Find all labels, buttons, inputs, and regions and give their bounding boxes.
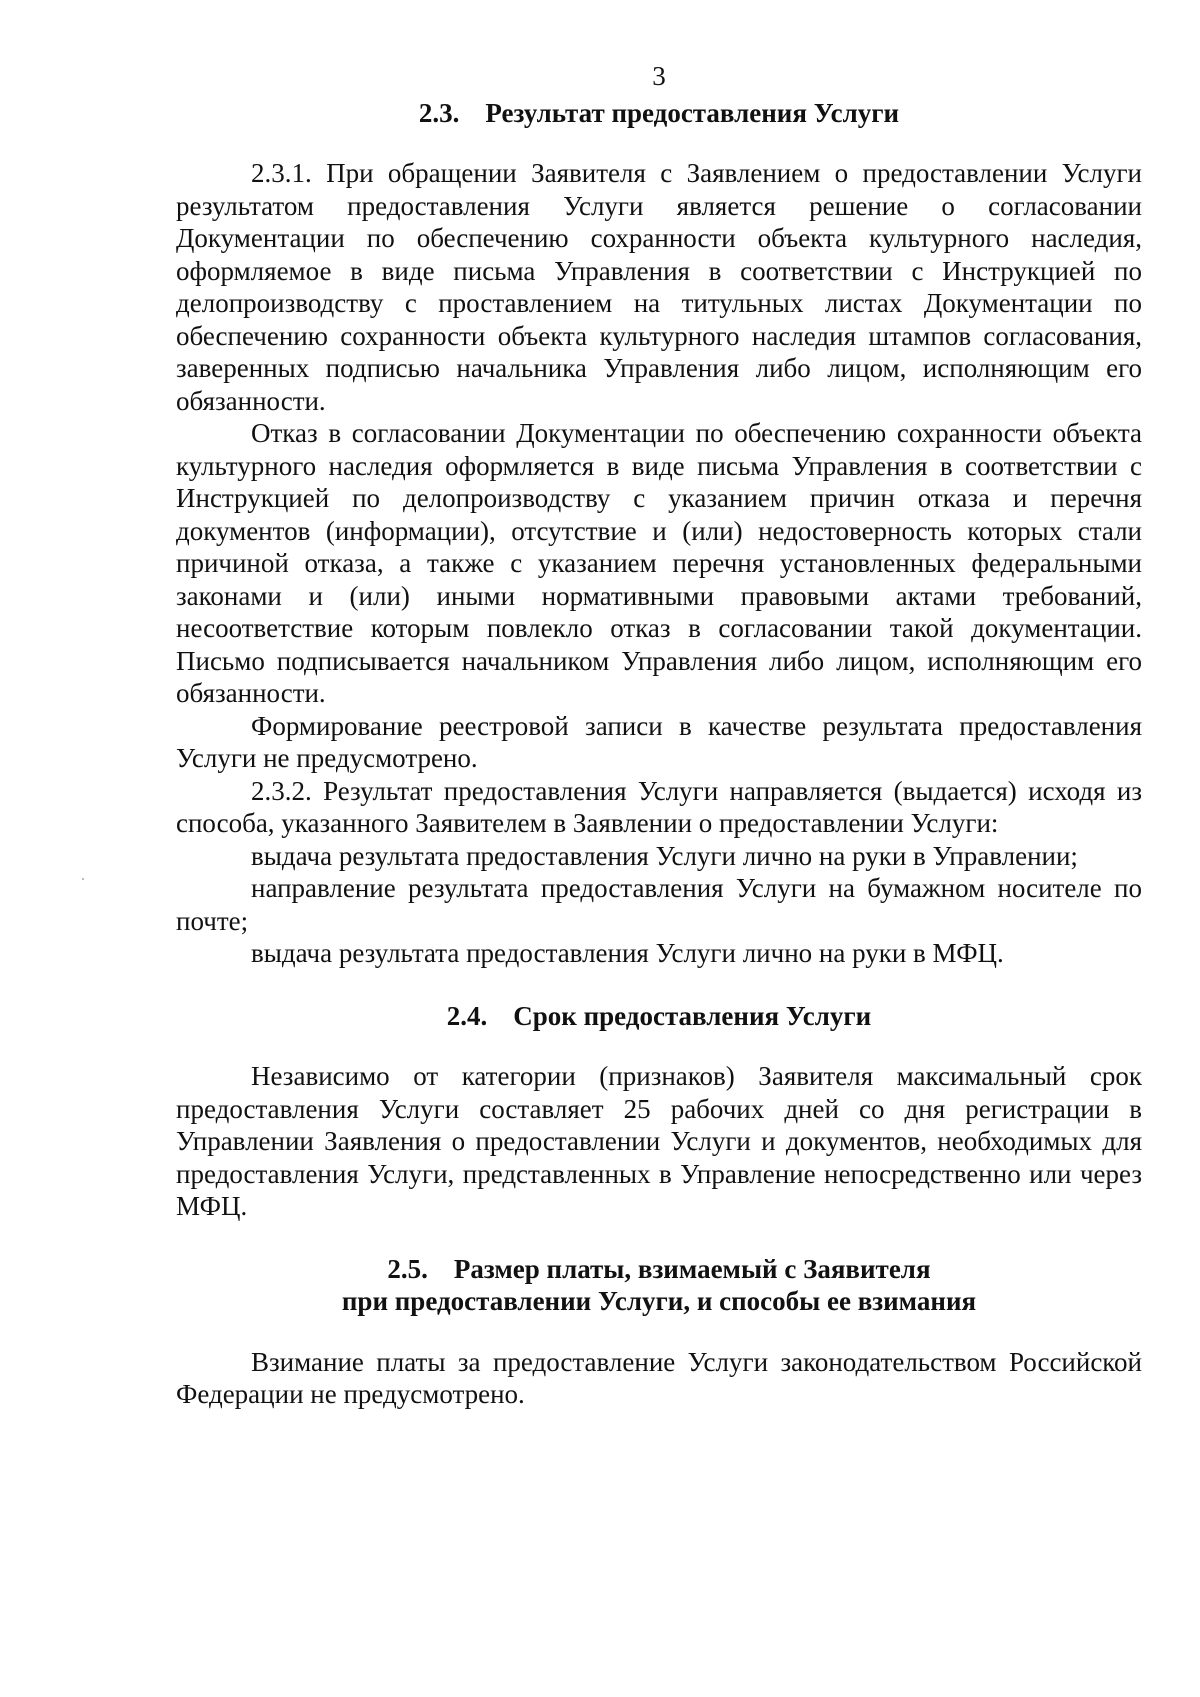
section-2-4-number: 2.4. xyxy=(446,1000,488,1031)
scan-artifact xyxy=(82,878,84,880)
paragraph-refusal: Отказ в согласовании Документации по обеспечению сохранности объекта культурного наследия оформляется в виде письма Управления в соответствии с Инструкцией по делопроизводству с указанием причин отказа и перечня документов (информации), отсутствие и (или) недостоверность которых стали причиной отказа, а также с указанием перечня установленных федеральными законами и (или) иными нормативными правовыми актами требований, несоответствие которым повлекло отказ в согласовании такой документации. Письмо подписывается начальником Управления либо лицом, исполняющим его обязанности. xyxy=(176,418,1142,708)
paragraph-term: Независимо от категории (признаков) Заявителя максимальный срок предоставления Услуги составляет 25 рабочих дней со дня регистрации в Управлении Заявления о предоставлении Услуги и документов, необходимых для предоставления Услуги, представленных в Управление непосредственно или через МФЦ. xyxy=(176,1061,1142,1221)
paragraph-fee: Взимание платы за предоставление Услуги законодательством Российской Федерации не предусмотрено. xyxy=(176,1346,1142,1409)
section-2-3-number: 2.3. xyxy=(418,97,460,128)
section-2-5-title-line2: при предоставлении Услуги, и способы ее взимания xyxy=(341,1286,977,1316)
paragraph-2-3-1: 2.3.1. При обращении Заявителя с Заявлением о предоставлении Услуги результатом предоставления Услуги является решение о согласовании Документации по обеспечению сохранности объекта культурного наследия, оформляемое в виде письма Управления в соответствии с Инструкцией по делопроизводству с проставлением на титульных листах Документации по обеспечению сохранности объекта культурного наследия штампов согласования, заверенных подписью начальника Управления либо лицом, исполняющим его обязанности. xyxy=(176,158,1142,416)
list-item-delivery-mfc: выдача результата предоставления Услуги лично на руки в МФЦ. xyxy=(251,938,1004,968)
paragraph-registry-record: Формирование реестровой записи в качестве результата предоставления Услуги не предусмотрено. xyxy=(176,710,1142,773)
list-item-delivery-office: выдача результата предоставления Услуги лично на руки в Управлении; xyxy=(251,840,1078,871)
document-page xyxy=(176,60,1142,1411)
section-2-5-heading xyxy=(176,1253,1142,1318)
section-2-3-title: Результат предоставления Услуги xyxy=(485,97,900,128)
page-number: 3 xyxy=(652,61,666,91)
list-item-delivery-mail: направление результата предоставления Услуги на бумажном носителе по почте; xyxy=(176,873,1142,936)
section-2-4-heading xyxy=(176,1000,1142,1033)
section-2-4-title: Срок предоставления Услуги xyxy=(513,1000,872,1031)
section-2-5-number: 2.5. xyxy=(387,1253,428,1284)
paragraph-2-3-2: 2.3.2. Результат предоставления Услуги направляется (выдается) исходя из способа, указанного Заявителем в Заявлении о предоставлении Услуги: xyxy=(176,775,1142,838)
section-2-3-heading xyxy=(176,97,1142,130)
section-2-5-heading-line1 xyxy=(176,1253,1142,1286)
section-2-5-title-line1: Размер платы, взимаемый с Заявителя xyxy=(453,1253,931,1284)
